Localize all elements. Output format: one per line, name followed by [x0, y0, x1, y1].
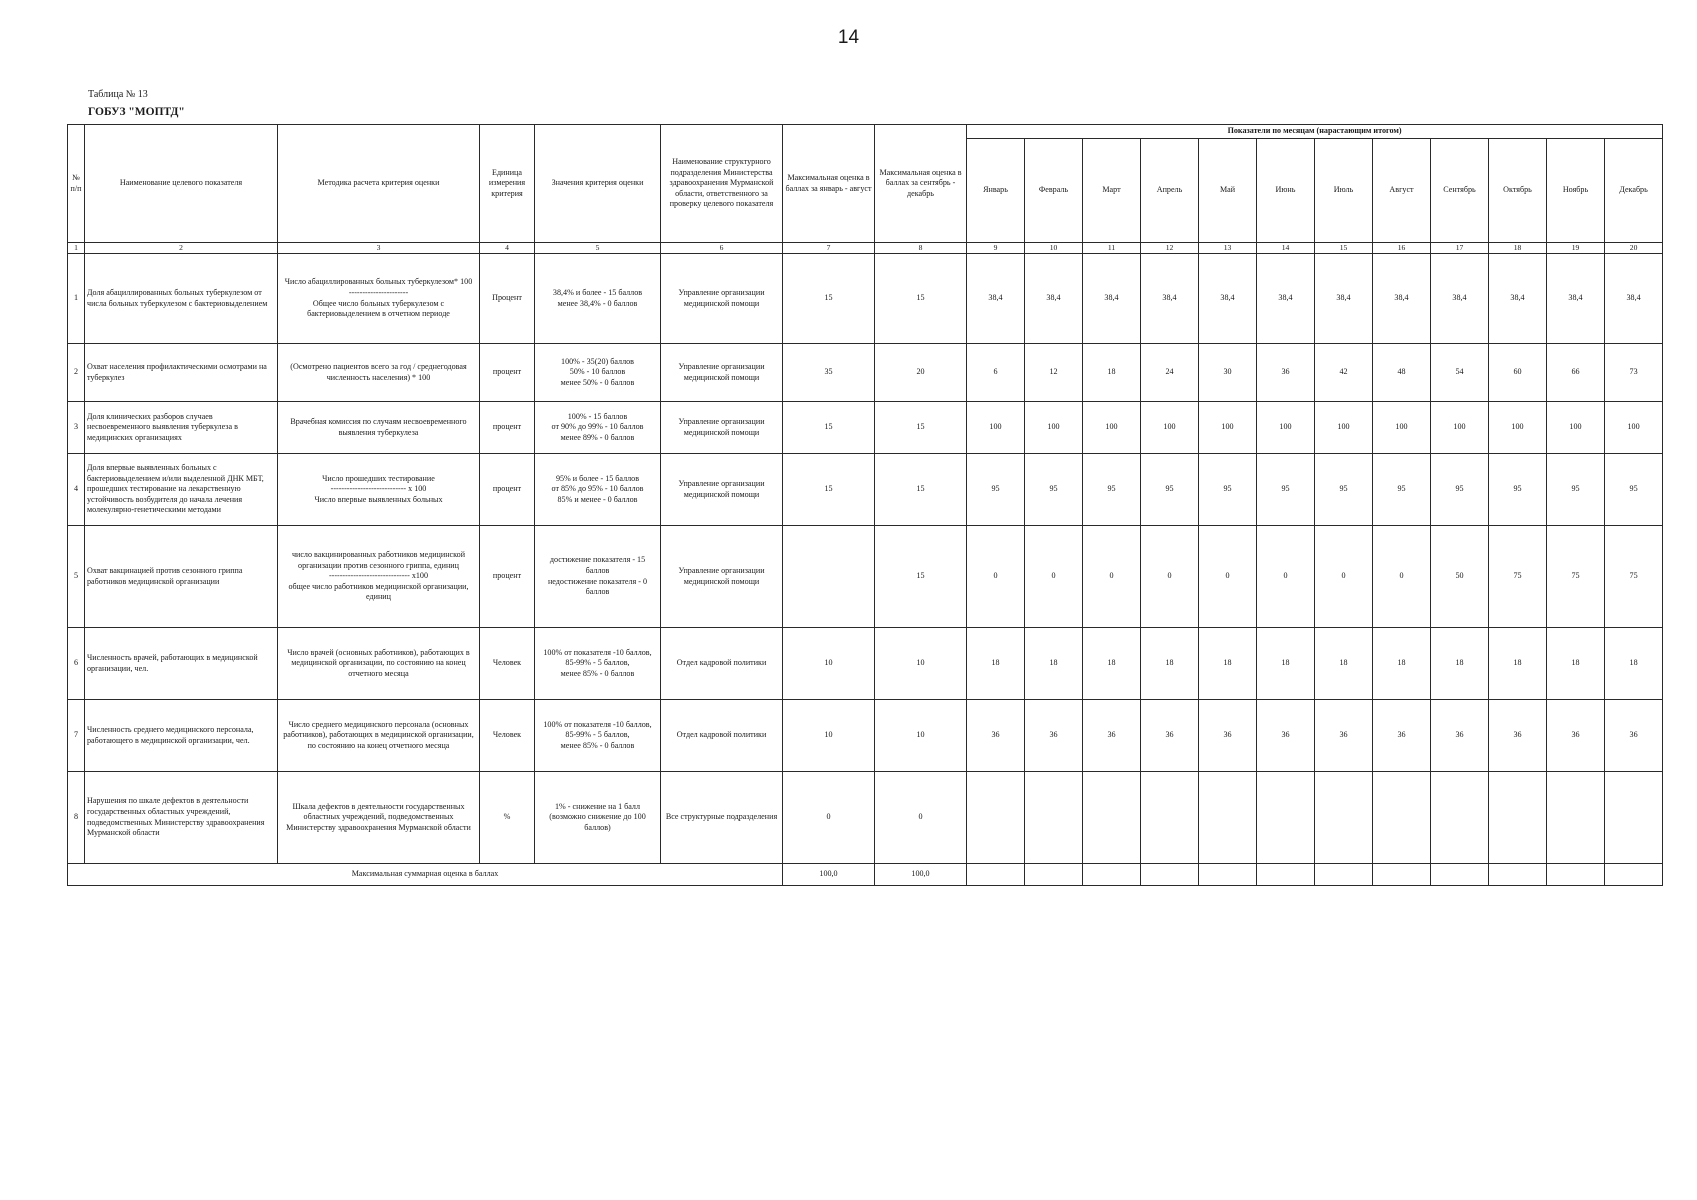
header-month: Апрель	[1141, 139, 1199, 243]
row-criteria-values: 100% - 15 баллов от 90% до 99% - 10 баллов менее 89% - 0 баллов	[535, 402, 661, 454]
row-month-value: 6	[967, 344, 1025, 402]
column-number: 8	[875, 243, 967, 254]
row-month-value: 38,4	[1431, 254, 1489, 344]
row-unit: процент	[480, 344, 535, 402]
row-max-jan-aug	[783, 526, 875, 628]
row-max-sep-dec: 15	[875, 526, 967, 628]
table-row	[68, 526, 1663, 628]
row-month-value: 42	[1315, 344, 1373, 402]
row-method: число вакцинированных работников медицинской организации против сезонного гриппа, единиц ------------------------------ х100 общее число работников медицинской организации, единиц	[278, 526, 480, 628]
row-month-value: 95	[1257, 454, 1315, 526]
row-month-value: 95	[1141, 454, 1199, 526]
table-row	[68, 402, 1663, 454]
total-month-cell	[1489, 864, 1547, 886]
column-number: 20	[1605, 243, 1663, 254]
header-num: № п/п	[68, 125, 85, 243]
row-month-value: 12	[1025, 344, 1083, 402]
row-month-value: 95	[1025, 454, 1083, 526]
row-indicator-name: Доля клинических разборов случаев несвоевременного выявления туберкулеза в медицинских организациях	[85, 402, 278, 454]
row-month-value: 100	[1315, 402, 1373, 454]
total-month-cell	[1315, 864, 1373, 886]
header-month: Март	[1083, 139, 1141, 243]
row-max-sep-dec: 10	[875, 628, 967, 700]
row-month-value: 100	[1431, 402, 1489, 454]
header-month: Октябрь	[1489, 139, 1547, 243]
row-criteria-values: 100% от показателя -10 баллов, 85-99% - 5 баллов, менее 85% - 0 баллов	[535, 628, 661, 700]
row-month-value: 18	[1489, 628, 1547, 700]
row-indicator-name: Численность врачей, работающих в медицинской организации, чел.	[85, 628, 278, 700]
row-month-value	[1257, 772, 1315, 864]
row-month-value: 95	[967, 454, 1025, 526]
row-num: 1	[68, 254, 85, 344]
header-month: Январь	[967, 139, 1025, 243]
column-number: 14	[1257, 243, 1315, 254]
table-caption: Таблица № 13	[88, 89, 148, 100]
table-row	[68, 454, 1663, 526]
row-num: 2	[68, 344, 85, 402]
row-department: Управление организации медицинской помощи	[661, 254, 783, 344]
row-month-value: 75	[1489, 526, 1547, 628]
total-month-cell	[1083, 864, 1141, 886]
row-max-jan-aug: 0	[783, 772, 875, 864]
column-number: 5	[535, 243, 661, 254]
row-month-value: 30	[1199, 344, 1257, 402]
row-max-sep-dec: 15	[875, 402, 967, 454]
row-month-value: 36	[967, 700, 1025, 772]
total-month-cell	[1257, 864, 1315, 886]
row-month-value	[1431, 772, 1489, 864]
column-number: 19	[1547, 243, 1605, 254]
row-month-value: 100	[1141, 402, 1199, 454]
row-max-jan-aug: 10	[783, 628, 875, 700]
header-dept: Наименование структурного подразделения Министерства здравоохранения Мурманской области, ответственного за проверку целевого показателя	[661, 125, 783, 243]
column-number: 15	[1315, 243, 1373, 254]
total-max-sep-dec: 100,0	[875, 864, 967, 886]
row-department: Все структурные подразделения	[661, 772, 783, 864]
table-row	[68, 628, 1663, 700]
total-month-cell	[967, 864, 1025, 886]
row-month-value: 66	[1547, 344, 1605, 402]
total-month-cell	[1025, 864, 1083, 886]
row-month-value: 0	[1257, 526, 1315, 628]
row-month-value: 100	[1373, 402, 1431, 454]
row-max-sep-dec: 15	[875, 454, 967, 526]
row-month-value: 38,4	[1315, 254, 1373, 344]
page-number: 14	[837, 27, 860, 48]
row-month-value: 38,4	[1489, 254, 1547, 344]
total-month-cell	[1199, 864, 1257, 886]
row-month-value: 18	[1605, 628, 1663, 700]
row-unit: Человек	[480, 628, 535, 700]
row-month-value: 38,4	[1025, 254, 1083, 344]
row-month-value: 18	[1025, 628, 1083, 700]
row-month-value: 18	[1199, 628, 1257, 700]
row-month-value: 38,4	[1199, 254, 1257, 344]
row-method: Врачебная комиссия по случаям несвоевременного выявления туберкулеза	[278, 402, 480, 454]
table-header	[68, 125, 1663, 254]
row-month-value: 60	[1489, 344, 1547, 402]
row-month-value: 38,4	[1257, 254, 1315, 344]
row-month-value: 100	[967, 402, 1025, 454]
row-month-value: 36	[1315, 700, 1373, 772]
row-max-jan-aug: 35	[783, 344, 875, 402]
row-month-value: 0	[967, 526, 1025, 628]
total-month-cell	[1547, 864, 1605, 886]
column-number: 16	[1373, 243, 1431, 254]
table-body	[68, 254, 1663, 864]
row-month-value: 18	[1257, 628, 1315, 700]
row-unit: %	[480, 772, 535, 864]
row-month-value: 36	[1431, 700, 1489, 772]
row-month-value: 100	[1257, 402, 1315, 454]
row-department: Отдел кадровой политики	[661, 700, 783, 772]
row-month-value: 100	[1489, 402, 1547, 454]
row-month-value: 95	[1431, 454, 1489, 526]
row-month-value: 18	[1373, 628, 1431, 700]
row-method: Число среднего медицинского персонала (основных работников), работающих в медицинской организации, по состоянию на конец отчетного месяца	[278, 700, 480, 772]
row-month-value: 18	[967, 628, 1025, 700]
row-month-value: 18	[1083, 344, 1141, 402]
row-month-value: 36	[1547, 700, 1605, 772]
column-number: 17	[1431, 243, 1489, 254]
row-month-value: 50	[1431, 526, 1489, 628]
row-month-value: 38,4	[1605, 254, 1663, 344]
row-month-value: 0	[1315, 526, 1373, 628]
column-number: 9	[967, 243, 1025, 254]
row-month-value: 36	[1257, 700, 1315, 772]
row-month-value: 36	[1373, 700, 1431, 772]
row-department: Управление организации медицинской помощи	[661, 402, 783, 454]
row-month-value: 0	[1025, 526, 1083, 628]
header-name: Наименование целевого показателя	[85, 125, 278, 243]
row-month-value: 54	[1431, 344, 1489, 402]
header-method: Методика расчета критерия оценки	[278, 125, 480, 243]
row-department: Управление организации медицинской помощи	[661, 454, 783, 526]
header-month: Август	[1373, 139, 1431, 243]
column-number: 12	[1141, 243, 1199, 254]
indicators-table	[67, 124, 1663, 886]
row-month-value: 95	[1083, 454, 1141, 526]
row-method: Шкала дефектов в деятельности государственных областных учреждений, подведомственных Министерству здравоохранения Мурманской области	[278, 772, 480, 864]
row-unit: процент	[480, 402, 535, 454]
row-indicator-name: Охват населения профилактическими осмотрами на туберкулез	[85, 344, 278, 402]
row-unit: Человек	[480, 700, 535, 772]
row-indicator-name: Численность среднего медицинского персонала, работающего в медицинской организации, чел.	[85, 700, 278, 772]
row-month-value	[1315, 772, 1373, 864]
row-month-value: 100	[1547, 402, 1605, 454]
row-month-value: 38,4	[1083, 254, 1141, 344]
row-unit: процент	[480, 454, 535, 526]
row-department: Управление организации медицинской помощи	[661, 344, 783, 402]
row-max-sep-dec: 0	[875, 772, 967, 864]
header-month: Май	[1199, 139, 1257, 243]
row-indicator-name: Охват вакцинацией против сезонного гриппа работников медицинской организации	[85, 526, 278, 628]
row-month-value: 18	[1547, 628, 1605, 700]
total-month-cell	[1605, 864, 1663, 886]
row-month-value: 75	[1547, 526, 1605, 628]
row-month-value: 38,4	[1141, 254, 1199, 344]
column-number: 4	[480, 243, 535, 254]
row-month-value: 0	[1083, 526, 1141, 628]
column-number: 2	[85, 243, 278, 254]
row-indicator-name: Доля абациллированных больных туберкулезом от числа больных туберкулезом с бактериовыделением	[85, 254, 278, 344]
row-month-value	[967, 772, 1025, 864]
table-row	[68, 344, 1663, 402]
row-criteria-values: 100% от показателя -10 баллов, 85-99% - 5 баллов, менее 85% - 0 баллов	[535, 700, 661, 772]
row-month-value	[1083, 772, 1141, 864]
row-month-value: 18	[1083, 628, 1141, 700]
header-month: Июнь	[1257, 139, 1315, 243]
row-method: Число врачей (основных работников), работающих в медицинской организации, по состоянию на конец отчетного месяца	[278, 628, 480, 700]
table-row	[68, 772, 1663, 864]
total-label: Максимальная суммарная оценка в баллах	[68, 864, 783, 886]
row-month-value: 38,4	[1373, 254, 1431, 344]
row-unit: Процент	[480, 254, 535, 344]
row-month-value: 100	[1025, 402, 1083, 454]
row-month-value: 24	[1141, 344, 1199, 402]
row-month-value: 18	[1141, 628, 1199, 700]
row-num: 5	[68, 526, 85, 628]
header-month: Сентябрь	[1431, 139, 1489, 243]
row-method: (Осмотрено пациентов всего за год / среднегодовая численность населения) * 100	[278, 344, 480, 402]
row-department: Отдел кадровой политики	[661, 628, 783, 700]
row-max-sep-dec: 10	[875, 700, 967, 772]
row-month-value: 95	[1547, 454, 1605, 526]
row-month-value	[1489, 772, 1547, 864]
row-max-sep-dec: 15	[875, 254, 967, 344]
row-num: 4	[68, 454, 85, 526]
column-number: 3	[278, 243, 480, 254]
header-max-sep-dec: Максимальная оценка в баллах за сентябрь - декабрь	[875, 125, 967, 243]
column-number: 11	[1083, 243, 1141, 254]
row-month-value: 0	[1141, 526, 1199, 628]
row-month-value: 95	[1489, 454, 1547, 526]
row-max-jan-aug: 15	[783, 254, 875, 344]
header-max-jan-aug: Максимальная оценка в баллах за январь - август	[783, 125, 875, 243]
row-month-value: 75	[1605, 526, 1663, 628]
header-unit: Единица измерения критерия	[480, 125, 535, 243]
row-month-value: 38,4	[1547, 254, 1605, 344]
row-month-value: 36	[1489, 700, 1547, 772]
row-criteria-values: 1% - снижение на 1 балл (возможно снижение до 100 баллов)	[535, 772, 661, 864]
organization-title: ГОБУЗ "МОПТД"	[88, 106, 185, 118]
header-values: Значения критерия оценки	[535, 125, 661, 243]
total-month-cell	[1141, 864, 1199, 886]
row-month-value: 100	[1083, 402, 1141, 454]
header-months-group: Показатели по месяцам (нарастающим итогом)	[967, 125, 1663, 139]
row-month-value: 38,4	[967, 254, 1025, 344]
row-num: 3	[68, 402, 85, 454]
row-month-value: 95	[1199, 454, 1257, 526]
row-month-value: 48	[1373, 344, 1431, 402]
row-month-value	[1025, 772, 1083, 864]
header-month: Июль	[1315, 139, 1373, 243]
row-num: 8	[68, 772, 85, 864]
header-month: Ноябрь	[1547, 139, 1605, 243]
row-month-value: 18	[1431, 628, 1489, 700]
column-number: 10	[1025, 243, 1083, 254]
row-month-value: 0	[1373, 526, 1431, 628]
row-max-sep-dec: 20	[875, 344, 967, 402]
row-criteria-values: 38,4% и более - 15 баллов менее 38,4% - 0 баллов	[535, 254, 661, 344]
row-month-value	[1141, 772, 1199, 864]
row-num: 6	[68, 628, 85, 700]
row-month-value	[1605, 772, 1663, 864]
column-number: 1	[68, 243, 85, 254]
row-month-value: 95	[1315, 454, 1373, 526]
row-month-value: 36	[1083, 700, 1141, 772]
header-month: Февраль	[1025, 139, 1083, 243]
row-month-value: 100	[1605, 402, 1663, 454]
row-month-value: 36	[1605, 700, 1663, 772]
row-month-value	[1373, 772, 1431, 864]
column-number: 18	[1489, 243, 1547, 254]
row-month-value	[1547, 772, 1605, 864]
row-month-value: 95	[1373, 454, 1431, 526]
row-max-jan-aug: 15	[783, 454, 875, 526]
row-max-jan-aug: 10	[783, 700, 875, 772]
row-method: Число прошедших тестирование ---------------------------- х 100 Число впервые выявленных больных	[278, 454, 480, 526]
row-month-value: 95	[1605, 454, 1663, 526]
header-month: Декабрь	[1605, 139, 1663, 243]
table-row	[68, 700, 1663, 772]
row-max-jan-aug: 15	[783, 402, 875, 454]
row-criteria-values: достижение показателя - 15 баллов недостижение показателя - 0 баллов	[535, 526, 661, 628]
row-month-value	[1199, 772, 1257, 864]
row-month-value: 36	[1199, 700, 1257, 772]
total-month-cell	[1373, 864, 1431, 886]
row-indicator-name: Доля впервые выявленных больных с бактериовыделением и/или выделенной ДНК МБТ, прошедших тестирование на лекарственную устойчивость возбудителя до начала лечения молекулярно-генетическими методами	[85, 454, 278, 526]
row-month-value: 36	[1025, 700, 1083, 772]
row-criteria-values: 100% - 35(20) баллов 50% - 10 баллов менее 50% - 0 баллов	[535, 344, 661, 402]
total-row	[68, 864, 1663, 886]
row-month-value: 100	[1199, 402, 1257, 454]
column-number: 7	[783, 243, 875, 254]
row-month-value: 0	[1199, 526, 1257, 628]
column-number: 6	[661, 243, 783, 254]
total-max-jan-aug: 100,0	[783, 864, 875, 886]
row-num: 7	[68, 700, 85, 772]
row-month-value: 18	[1315, 628, 1373, 700]
row-criteria-values: 95% и более - 15 баллов от 85% до 95% - 10 баллов 85% и менее - 0 баллов	[535, 454, 661, 526]
column-number: 13	[1199, 243, 1257, 254]
row-month-value: 73	[1605, 344, 1663, 402]
row-month-value: 36	[1257, 344, 1315, 402]
row-month-value: 36	[1141, 700, 1199, 772]
total-month-cell	[1431, 864, 1489, 886]
table-row	[68, 254, 1663, 344]
row-unit: процент	[480, 526, 535, 628]
row-department: Управление организации медицинской помощи	[661, 526, 783, 628]
row-indicator-name: Нарушения по шкале дефектов в деятельности государственных областных учреждений, подведомственных Министерству здравоохранения Мурманской области	[85, 772, 278, 864]
row-method: Число абациллированных больных туберкулезом* 100 ---------------------- Общее число больных туберкулезом с бактериовыделением в отчетном периоде	[278, 254, 480, 344]
